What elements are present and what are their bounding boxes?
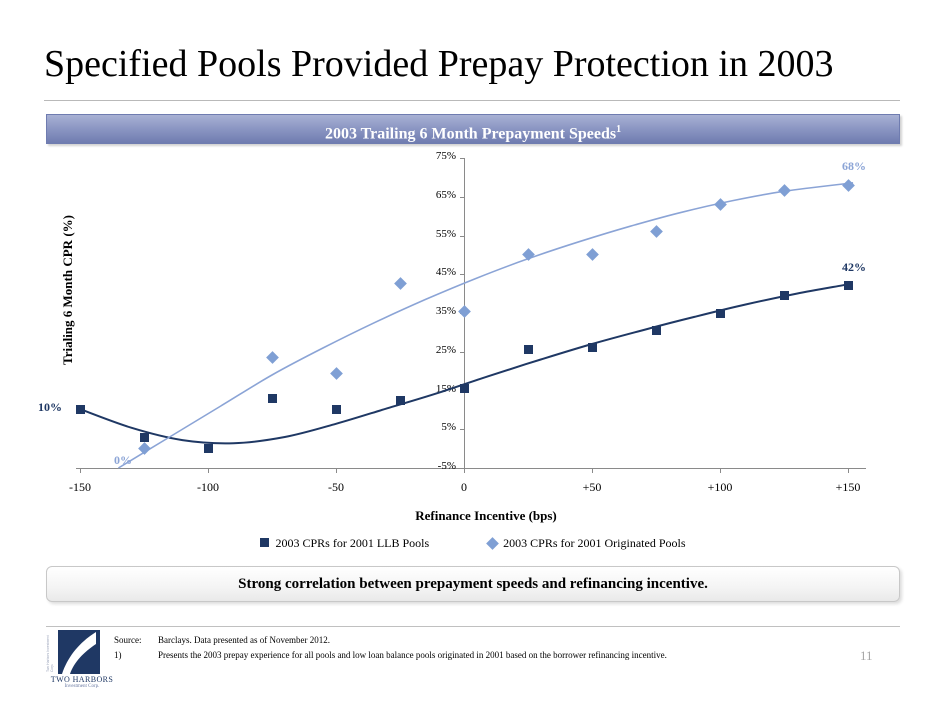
chart-annotation: 68% xyxy=(842,159,866,174)
note-text: Presents the 2003 prepay experience for all pools and low loan balance pools originated in 2001 based on the borrower refinancing incentive. xyxy=(158,650,667,660)
y-tick-label: 75% xyxy=(435,150,456,162)
x-tick-label: -100 xyxy=(197,480,219,494)
data-point-llb xyxy=(268,394,277,403)
logo-side-text: Two Harbors Investment Corp. xyxy=(46,635,54,672)
y-tick-label: 55% xyxy=(435,227,456,240)
chart-annotation: 42% xyxy=(842,259,866,274)
data-point-llb xyxy=(652,326,661,335)
data-point-llb xyxy=(588,343,597,352)
source-label: Source: xyxy=(114,635,142,645)
data-point-llb xyxy=(716,309,725,318)
trend-lines xyxy=(46,150,900,530)
x-axis-label: Refinance Incentive (bps) xyxy=(415,508,557,523)
logo-subtitle: Investment Corp. xyxy=(64,684,100,689)
x-tick-label: -150 xyxy=(69,480,91,494)
y-tick-label: 25% xyxy=(435,343,456,356)
page-title: Specified Pools Provided Prepay Protection in 2003 xyxy=(44,43,834,85)
y-tick-label: 35% xyxy=(435,305,456,317)
data-point-llb xyxy=(76,405,85,414)
data-point-llb xyxy=(396,396,405,405)
title-divider xyxy=(44,100,900,101)
x-tick-label: -50 xyxy=(328,480,344,494)
y-tick-label: -5% xyxy=(437,460,456,472)
y-tick-label: 45% xyxy=(435,266,456,279)
banner-title xyxy=(47,115,899,149)
y-tick-label: 15% xyxy=(435,382,456,395)
trend-line-originated xyxy=(118,183,853,468)
data-point-llb xyxy=(460,384,469,393)
x-tick-label: +150 xyxy=(835,480,861,494)
page-number: 11 xyxy=(860,648,873,663)
x-tick-label: +100 xyxy=(707,480,733,494)
banner-footnote-marker: 1 xyxy=(616,124,622,135)
source-notes xyxy=(112,632,669,664)
section-banner xyxy=(46,114,900,144)
footer-divider xyxy=(46,626,900,627)
source-text: Barclays. Data presented as of November 2012. xyxy=(158,635,330,645)
callout-box xyxy=(46,566,900,602)
logo-name: TWO HARBORS xyxy=(50,675,114,684)
callout-text: Strong correlation between prepayment speeds and refinancing incentive. xyxy=(238,576,708,592)
note-row xyxy=(114,649,667,662)
diamond-marker-icon xyxy=(486,537,499,550)
y-tick-label: 5% xyxy=(441,421,456,434)
data-point-llb xyxy=(204,444,213,453)
data-point-llb xyxy=(780,291,789,300)
chart-legend xyxy=(46,536,900,551)
y-tick-label: 65% xyxy=(435,188,456,201)
chart-annotation: 10% xyxy=(38,399,62,414)
note-number: 1) xyxy=(114,650,122,660)
source-row xyxy=(114,634,667,647)
data-point-llb xyxy=(524,345,533,354)
company-logo xyxy=(46,630,118,692)
chart xyxy=(38,150,900,562)
data-point-llb xyxy=(844,281,853,290)
chart-annotation: 0% xyxy=(114,452,132,467)
square-marker-icon xyxy=(260,538,269,547)
y-axis-label: Trialing 6 Month CPR (%) xyxy=(60,215,75,365)
logo-swoosh-icon xyxy=(58,630,100,674)
legend-label: 2003 CPRs for 2001 Originated Pools xyxy=(503,536,686,550)
x-tick-label: +50 xyxy=(582,480,602,494)
data-point-llb xyxy=(140,433,149,442)
banner-title-text: 2003 Trailing 6 Month Prepayment Speeds xyxy=(324,125,617,143)
legend-item-originated xyxy=(488,536,685,551)
legend-item-llb xyxy=(260,536,429,551)
data-point-llb xyxy=(332,405,341,414)
x-tick-label: 0 xyxy=(461,480,467,494)
legend-label: 2003 CPRs for 2001 LLB Pools xyxy=(275,536,430,550)
